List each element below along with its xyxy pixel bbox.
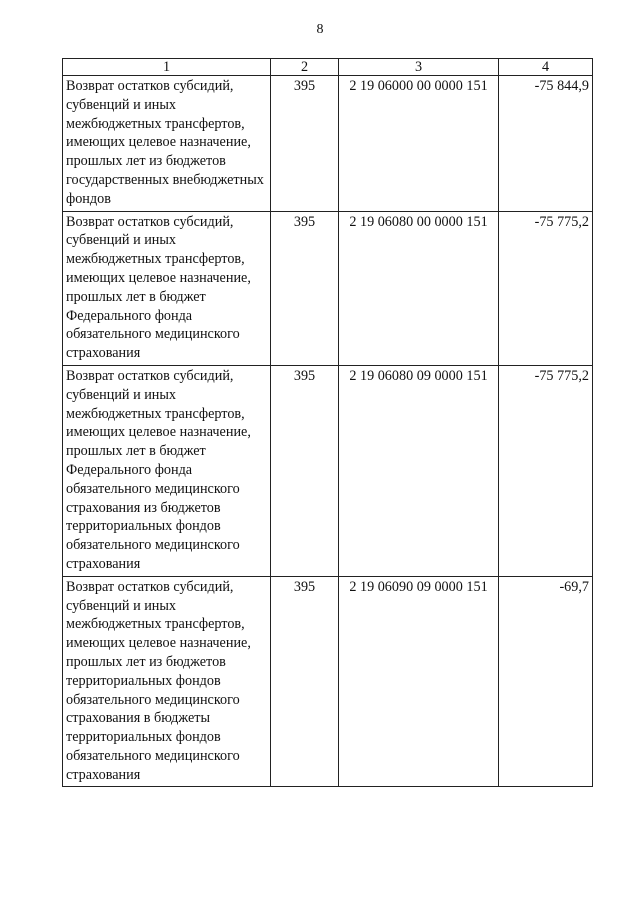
row-admin-code-cell: 395 (271, 211, 339, 365)
table-row (63, 76, 593, 212)
page-number: 8 (316, 22, 324, 37)
row-budget-code-cell: 2 19 06090 09 0000 151 (339, 576, 499, 787)
row-admin-code-cell: 395 (271, 76, 339, 212)
row-amount-cell: -75 844,9 (499, 76, 593, 212)
table-header-row (63, 59, 593, 76)
row-admin-code-cell: 395 (271, 365, 339, 576)
row-name-cell: Возврат остатков субсидий, субвенций и иных межбюджетных трансфертов, имеющих целевое назначение, прошлых лет в бюджет Федерального фонда обязательного медицинского страхования (63, 211, 271, 365)
column-header-1: 1 (63, 59, 271, 76)
row-budget-code-cell: 2 19 06000 00 0000 151 (339, 76, 499, 212)
row-budget-code-cell: 2 19 06080 00 0000 151 (339, 211, 499, 365)
row-name-cell: Возврат остатков субсидий, субвенций и иных межбюджетных трансфертов, имеющих целевое назначение, прошлых лет из бюджетов территориальных фондов обязательного медицинского страхования в бюджеты территориальных фондов обязательного медицинского страхования (63, 576, 271, 787)
row-amount-cell: -75 775,2 (499, 211, 593, 365)
row-budget-code-cell: 2 19 06080 09 0000 151 (339, 365, 499, 576)
table-row (63, 576, 593, 787)
row-admin-code-cell: 395 (271, 576, 339, 787)
row-name-cell: Возврат остатков субсидий, субвенций и иных межбюджетных трансфертов, имеющих целевое назначение, прошлых лет в бюджет Федерального фонда обязательного медицинского страхования из бюджетов территориальных фондов обязательного медицинского страхования (63, 365, 271, 576)
row-name-cell: Возврат остатков субсидий, субвенций и иных межбюджетных трансфертов, имеющих целевое назначение, прошлых лет из бюджетов государственных внебюджетных фондов (63, 76, 271, 212)
column-header-4: 4 (499, 59, 593, 76)
column-header-2: 2 (271, 59, 339, 76)
column-header-3: 3 (339, 59, 499, 76)
row-amount-cell: -69,7 (499, 576, 593, 787)
budget-table (62, 58, 593, 787)
row-amount-cell: -75 775,2 (499, 365, 593, 576)
table-row (63, 365, 593, 576)
table-row (63, 211, 593, 365)
